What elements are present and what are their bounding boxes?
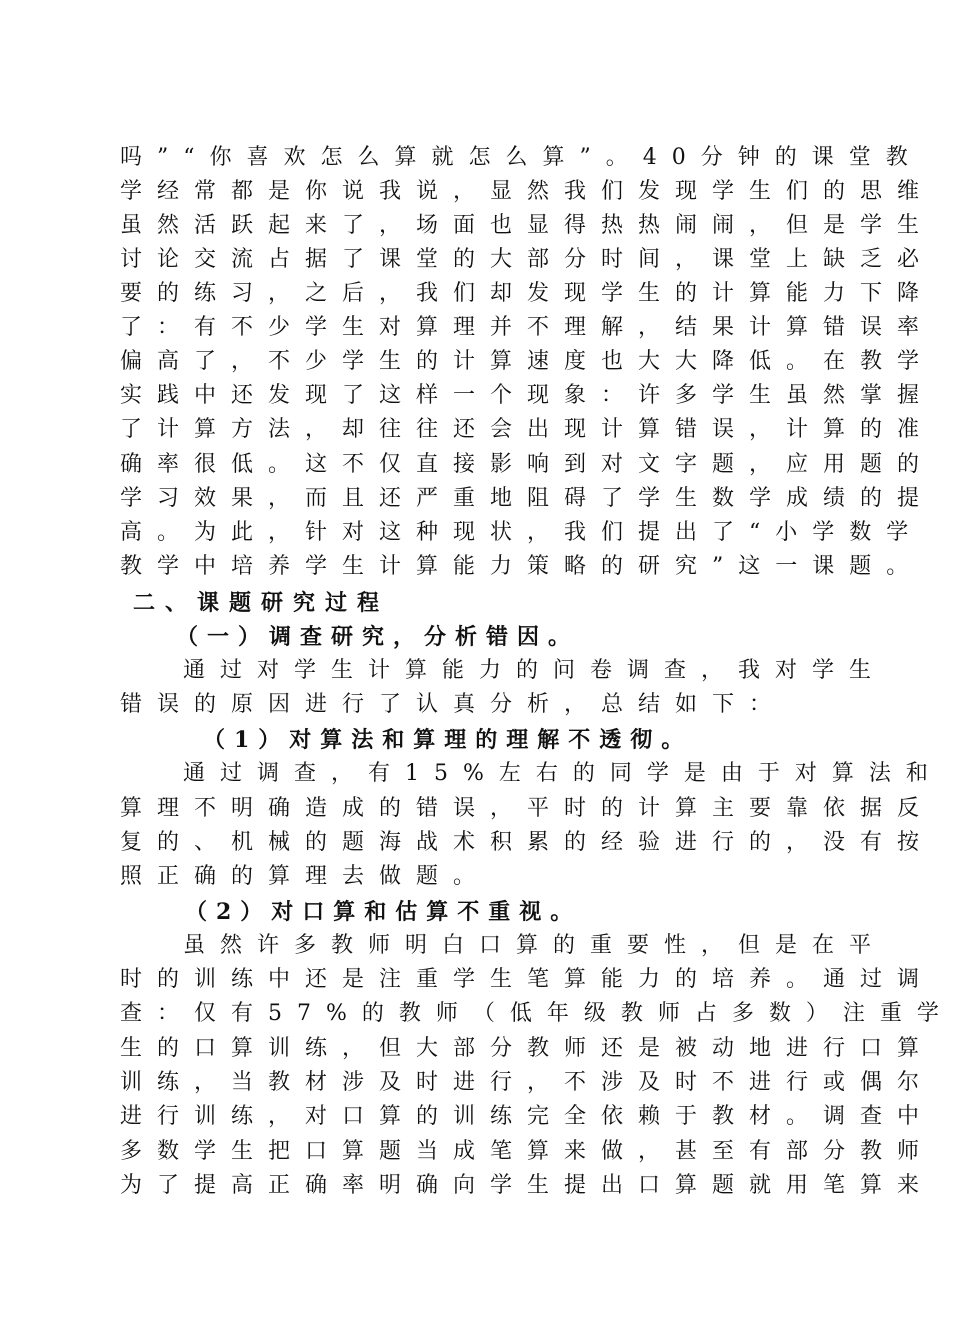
paragraph-line: 学习效果，而且还严重地阻碍了学生数学成绩的提 [120, 486, 935, 511]
paragraph-line: 偏高了，不少学生的计算速度也大大降低。在教学 [120, 349, 935, 374]
paragraph-line: 算理不明确造成的错误，平时的计算主要靠依据反 [120, 796, 935, 821]
paragraph-line: 虽然许多教师明白口算的重要性，但是在平 [183, 933, 887, 958]
paragraph-line: 时的训练中还是注重学生笔算能力的培养。通过调 [120, 967, 935, 992]
paragraph-line: 通过调查，有15%左右的同学是由于对算法和 [183, 761, 943, 786]
subsection-heading: （2）对口算和估算不重视。 [185, 899, 582, 925]
paragraph-line: 高。为此，针对这种现状，我们提出了“小学数学 [120, 520, 924, 545]
paragraph-line: 讨论交流占据了课堂的大部分时间，课堂上缺乏必 [120, 247, 935, 272]
paragraph-line: 生的口算训练，但大部分教师还是被动地进行口算 [120, 1036, 935, 1061]
paragraph-line: 了：有不少学生对算理并不理解，结果计算错误率 [120, 315, 935, 340]
paragraph-line: 复的、机械的题海战术积累的经验进行的，没有按 [120, 830, 935, 855]
subsection-heading: （1）对算法和算理的理解不透彻。 [203, 727, 693, 753]
paragraph-line: 通过对学生计算能力的问卷调查，我对学生 [183, 658, 887, 683]
paragraph-line: 实践中还发现了这样一个现象：许多学生虽然掌握 [120, 383, 935, 408]
subsection-heading: （一）调查研究，分析错因。 [176, 624, 580, 650]
paragraph-line: 查：仅有57%的教师（低年级教师占多数）注重学 [120, 1001, 954, 1026]
paragraph-line: 多数学生把口算题当成笔算来做，甚至有部分教师 [120, 1139, 935, 1164]
paragraph-line: 虽然活跃起来了，场面也显得热热闹闹，但是学生 [120, 213, 935, 238]
paragraph-line: 吗”“你喜欢怎么算就怎么算”。40分钟的课堂教 [120, 145, 923, 170]
paragraph-line: 照正确的算理去做题。 [120, 864, 491, 889]
paragraph-line: 要的练习，之后，我们却发现学生的计算能力下降 [120, 281, 935, 306]
paragraph-line: 确率很低。这不仅直接影响到对文字题，应用题的 [120, 452, 935, 477]
paragraph-line: 教学中培养学生计算能力策略的研究”这一课题。 [120, 554, 924, 579]
paragraph-line: 了计算方法，却往往还会出现计算错误，计算的准 [120, 417, 935, 442]
paragraph-line: 进行训练，对口算的训练完全依赖于教材。调查中 [120, 1104, 935, 1129]
paragraph-line: 训练，当教材涉及时进行，不涉及时不进行或偶尔 [120, 1070, 935, 1095]
paragraph-line: 学经常都是你说我说，显然我们发现学生们的思维 [120, 179, 935, 204]
paragraph-line: 为了提高正确率明确向学生提出口算题就用笔算来 [120, 1173, 935, 1198]
paragraph-line: 错误的原因进行了认真分析，总结如下： [120, 692, 787, 717]
section-heading: 二、课题研究过程 [133, 590, 390, 616]
